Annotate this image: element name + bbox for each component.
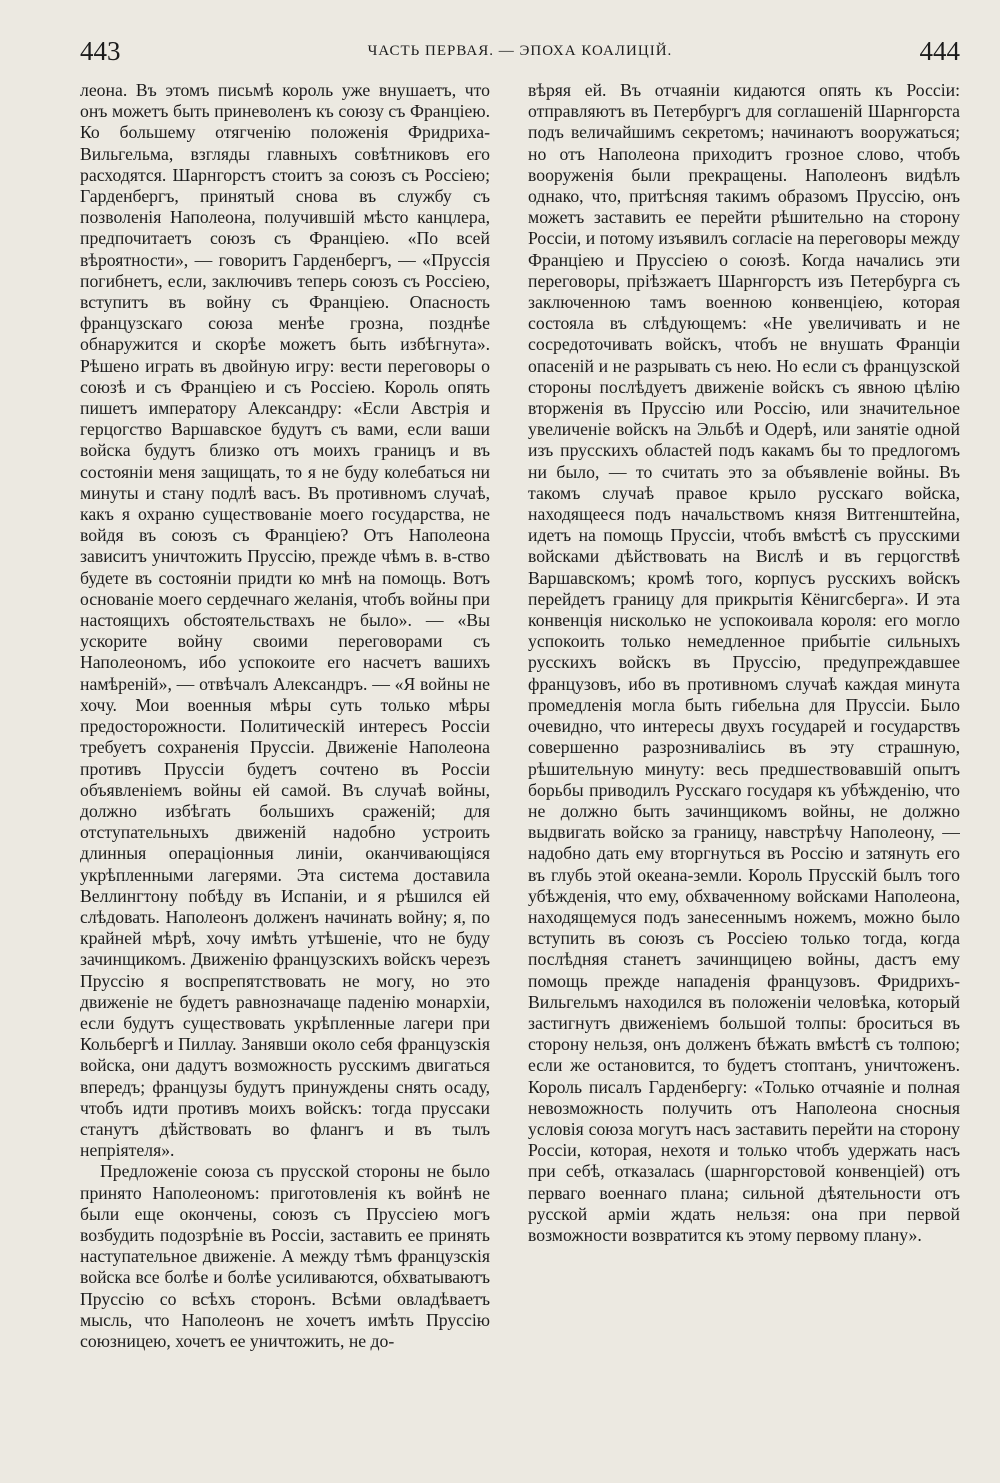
page-header: [80, 36, 960, 70]
text-column-right: [528, 80, 960, 1440]
paragraph-continued: леона. Въ этомъ письмѣ король уже внушаетъ, что онъ можетъ быть приневоленъ къ союзу съ Франціею. Ко большему отягченію положенія Фридриха-Вильгельма, взгляды главныхъ совѣтниковъ его расходятся. Шарнгорстъ стоитъ за союзъ съ Россіею; Гарденбергъ, принятый снова въ службу съ позволенія Наполеона, получившій мѣсто канцлера, предпочитаетъ союзъ съ Франціею. «По всей вѣроятности», — говоритъ Гарденбергъ, — «Пруссія погибнетъ, если, заключивъ теперь союзъ съ Россіею, вступитъ въ войну съ Франціею. Опасность французскаго союза менѣе грозна, позднѣе обнаружится и скорѣе можетъ быть избѣгнута». Рѣшено играть въ двойную игру: вести переговоры о союзѣ и съ Франціею и съ Россіею. Король опять пишетъ императору Александру: «Если Австрія и герцогство Варшавское будутъ съ вами, если ваши войска будутъ близко отъ моихъ границъ и въ состояніи меня защищать, то я не буду колебаться ни минуты и стану подлѣ васъ. Въ противномъ случаѣ, какъ я охраню существованіе моего государства, не войдя въ союзъ съ Франціею? Отъ Наполеона зависитъ уничтожить Пруссію, прежде чѣмъ в. в-ство будете въ состояніи придти ко мнѣ на помощь. Вотъ основаніе моего сердечнаго желанія, чтобъ войны при настоящихъ обстоятельствахъ не было». — «Вы ускорите войну своими переговорами съ Наполеономъ, ибо успокоите его насчетъ вашихъ намѣреній», — отвѣчалъ Александръ. — «Я войны не хочу. Мои военныя мѣры суть только мѣры предосторожности. Политическій интересъ Россіи требуетъ сохраненія Пруссіи. Движеніе Наполеона противъ Пруссіи будетъ сочтено въ Россіи объявленіемъ войны ей самой. Въ случаѣ войны, должно избѣгать большихъ сраженій; для отступательныхъ движеній надобно устроить длинныя операціонныя линіи, оканчивающіяся укрѣпленными лагерями. Эта система доставила Веллингтону побѣду въ Испаніи, и я рѣшился ей слѣдовать. Наполеонъ долженъ начинать войну; я, по крайней мѣрѣ, хочу имѣть утѣшеніе, что не буду зачинщикомъ. Движенію французскихъ войскъ черезъ Пруссію я воспрепятствовать не могу, но это движеніе не будетъ равнозначаще паденію монархіи, если будутъ существовать укрѣпленные лагери при Кольбергѣ и Пиллау. Занявши около себя французскія войска, они дадутъ возможность русскимъ двигаться впередъ; французы будутъ принуждены снять осаду, чтобъ идти противъ моихъ войскъ: тогда пруссаки станутъ дѣйствовать во флангъ и въ тылъ непріятеля».: [80, 80, 490, 1161]
page-number-right: 444: [919, 36, 960, 66]
page-number-left: 443: [80, 36, 121, 66]
paragraph-continued: вѣряя ей. Въ отчаяніи кидаются опять къ Россіи: отправляютъ въ Петербургъ для соглашеній Шарнгорста подъ величайшимъ секретомъ; начинаютъ вооружаться; но отъ Наполеона приходитъ грозное слово, чтобъ вооруженія были прекращены. Наполеонъ видѣлъ однако, что, притѣсняя такимъ образомъ Пруссію, онъ можетъ заставить ее перейти рѣшительно на сторону Россіи, и потому изъявилъ согласіе на переговоры между Франціею и Пруссіею о союзѣ. Когда начались эти переговоры, пріѣзжаетъ Шарнгорстъ изъ Петербурга съ заключенною тамъ военною конвенціею, которая состояла въ слѣдующемъ: «Не увеличивать и не сосредоточивать войскъ, чтобъ не внушать Франціи опасеній и не разрывать съ нею. Но если съ французской стороны послѣдуетъ движеніе войскъ съ явною цѣлію вторженія въ Пруссію или Россію, или значительное увеличеніе войскъ на Эльбѣ и Одерѣ, или занятіе одной изъ прусскихъ областей подъ какамъ бы то предлогомъ ни было, — то считать это за объявленіе войны. Въ такомъ случаѣ правое крыло русскаго войска, находящееся подъ начальствомъ князя Витгенштейна, идетъ на помощь Пруссіи, чтобъ вмѣстѣ съ прусскими войсками дѣйствовать на Вислѣ и въ герцогствѣ Варшавскомъ; кромѣ того, корпусъ русскихъ войскъ перейдетъ границу для прикрытія Кёнигсберга». И эта конвенція нисколько не успокоивала короля: его могло успокоить только немедленное прибытіе сильныхъ русскихъ войскъ въ Пруссію, предупреждавшее французовъ, ибо въ противномъ случаѣ каждая минута промедленія могла быть гибельна для Пруссіи. Было очевидно, что интересы двухъ государей и государствъ совершенно разрозниваліись въ эту страшную, рѣшительную минуту: весь предшествовавшій опытъ борьбы приводилъ Русскаго государя къ убѣжденію, что не должно быть зачинщикомъ войны, не должно выдвигать войско за границу, навстрѣчу Наполеону, — надобно дать ему вторгнуться въ Россію и затянуть его въ глубь этой океана-земли. Король Прусскій былъ того убѣжденія, что ему, обхваченному войсками Наполеона, находящемуся подъ занесеннымъ ножемъ, можно было вступить въ союзъ съ Россіею только тогда, когда послѣдняя станетъ зачинщицею войны, дастъ ему помощь прежде нападенія французовъ. Фридрихъ-Вильгельмъ находился въ положеніи человѣка, который застигнутъ движеніемъ большой толпы: броситься въ сторону нельзя, онъ долженъ бѣжать вмѣстѣ съ толпою; если же остановится, то будетъ стоптанъ, уничтоженъ. Король писалъ Гарденбергу: «Только отчаяніе и полная невозможность получить отъ Наполеона сносныя условія союза могутъ насъ заставить перейти на сторону Россіи, которая, нехотя и только чтобъ удержать насъ при себѣ, отказалась (шарнгорстовой конвенціей) отъ перваго военнаго плана; сильной дѣятельности отъ русской арміи ждать нельзя: она при первой возможности возвратится къ этому первому плану».: [528, 80, 960, 1245]
paragraph: Предложеніе союза съ прусской стороны не было принято Наполеономъ: приготовленія къ войнѣ не были еще окончены, союзъ съ Пруссіею могъ возбудить подозрѣніе въ Россіи, заставить ее принять наступательное движеніе. А между тѣмъ французскія войска все болѣе и болѣе усиливаются, обхватываютъ Пруссію со всѣхъ сторонъ. Всѣми овладѣваетъ мысль, что Наполеонъ не хочетъ имѣть Пруссію союзницею, хочетъ ее уничтожить, не до-: [80, 1161, 490, 1351]
text-column-left: [80, 80, 490, 1440]
running-title: ЧАСТЬ ПЕРВАЯ. — ЭПОХА КОАЛИЦІЙ.: [367, 43, 673, 59]
